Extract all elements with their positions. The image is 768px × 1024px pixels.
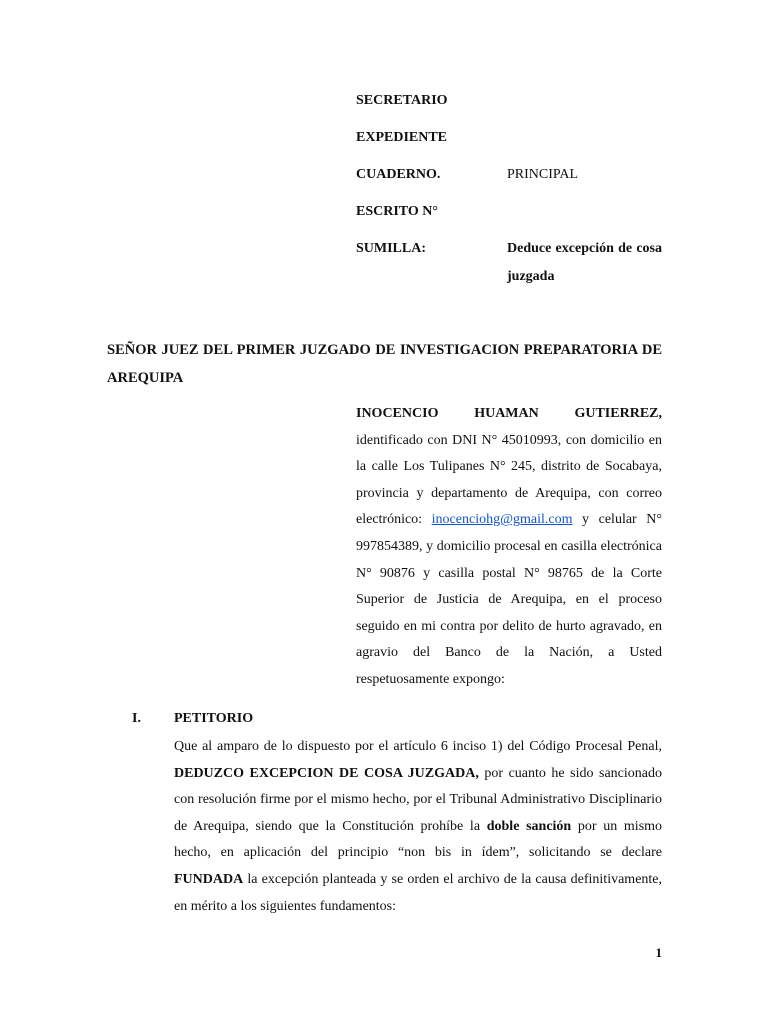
court-addressee: SEÑOR JUEZ DEL PRIMER JUZGADO DE INVESTIGACION PREPARATORIA DE AREQUIPA bbox=[107, 342, 662, 386]
cuaderno-value: PRINCIPAL bbox=[507, 167, 579, 182]
party-introduction bbox=[356, 401, 662, 694]
party-details-before-email: identificado con DNI N° 45010993, con domicilio en la calle Los Tulipanes N° 245, distrito de Socabaya, provincia y departamento de Arequipa, con correo electrónico: bbox=[356, 432, 662, 528]
escrito-label: ESCRITO N° bbox=[356, 204, 438, 219]
petitorio-bold-2: doble sanción bbox=[486, 818, 572, 834]
petitorio-paragraph bbox=[174, 734, 662, 920]
party-name: INOCENCIO HUAMAN GUTIERREZ, bbox=[356, 406, 662, 421]
expediente-label: EXPEDIENTE bbox=[356, 130, 448, 145]
petitorio-text-1: Que al amparo de lo dispuesto por el artículo 6 inciso 1) del Código Procesal Penal, bbox=[174, 739, 662, 754]
sumilla-value: Deduce excepción de cosa juzgada bbox=[507, 241, 662, 284]
sumilla-label: SUMILLA: bbox=[356, 241, 427, 256]
petitorio-text-2: por cuanto he sido sancionado con resolución firme por el mismo hecho, por el Tribunal Administrativo Disciplinario de Arequipa, siendo que la Constitución prohíbe la bbox=[174, 765, 662, 834]
party-details-after-email: y celular N° 997854389, y domicilio procesal en casilla electrónica N° 90876 y casilla postal N° 98765 de la Corte Superior de Justicia de Arequipa, en el proceso seguido en mi contra por delito de hurto agravado, en agravio del Banco de la Nación, a Usted respetuosamente expongo: bbox=[356, 512, 662, 687]
petitorio-text-3: por un mismo hecho, en aplicación del principio “non bis in ídem”, solicitando se declare bbox=[174, 818, 663, 861]
petitorio-bold-3: FUNDADA bbox=[174, 871, 244, 887]
page-number: 1 bbox=[655, 945, 662, 960]
section-title: PETITORIO bbox=[174, 711, 254, 726]
petitorio-bold-1: DEDUZCO EXCEPCION DE COSA JUZGADA, bbox=[174, 765, 479, 781]
cuaderno-label: CUADERNO. bbox=[356, 167, 441, 182]
email-link[interactable]: inocenciohg@gmail.com bbox=[431, 512, 573, 528]
section-number: I. bbox=[132, 711, 141, 726]
petitorio-text-4: la excepción planteada y se orden el archivo de la causa definitivamente, en mérito a los siguientes fundamentos: bbox=[174, 871, 663, 914]
secretario-label: SECRETARIO bbox=[356, 93, 448, 108]
